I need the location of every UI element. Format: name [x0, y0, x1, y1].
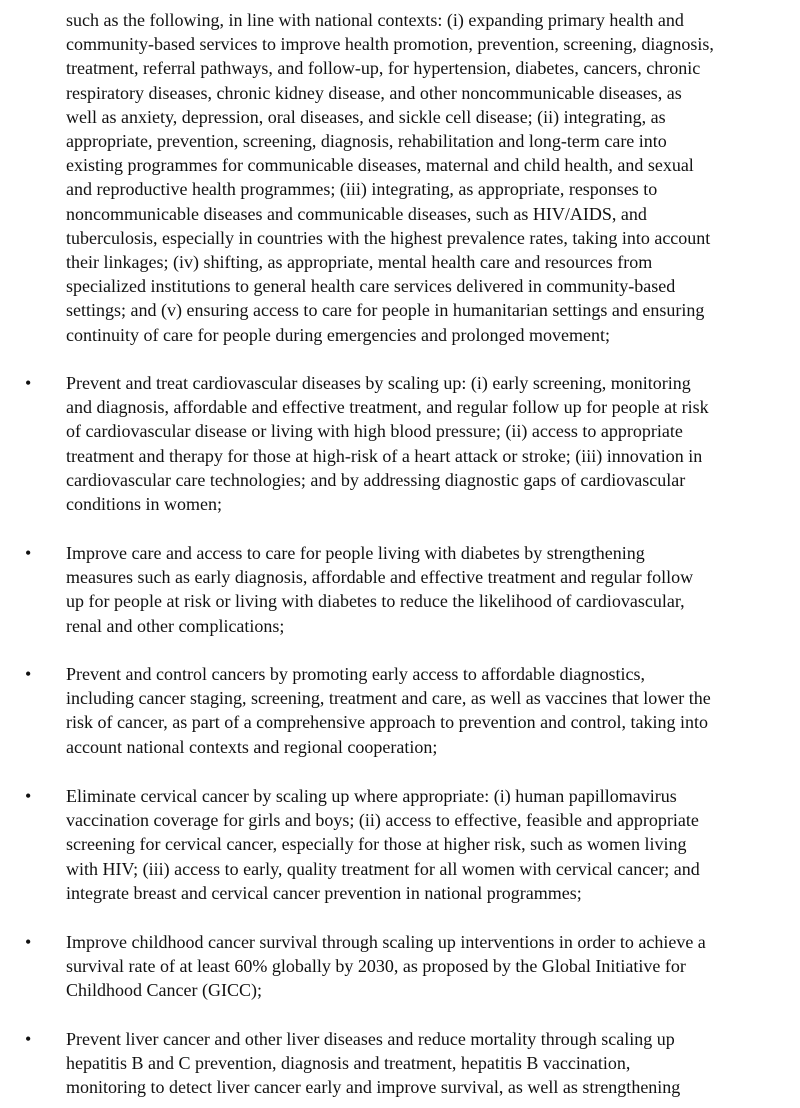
text-line: well as anxiety, depression, oral diseases, and sickle cell disease; (ii) integrating, as	[66, 106, 666, 127]
continuation-paragraph	[66, 8, 784, 347]
bullet-marker: •	[25, 543, 32, 563]
bullet-marker: •	[25, 786, 32, 806]
text-line: up for people at risk or living with diabetes to reduce the likelihood of cardiovascular,	[66, 591, 685, 612]
bullet-marker: •	[25, 1029, 32, 1049]
bullet-cervical-cancer	[66, 784, 784, 905]
text-line: Improve care and access to care for people living with diabetes by strengthening	[66, 543, 645, 563]
bullet-marker: •	[25, 373, 32, 393]
text-line: with HIV; (iii) access to early, quality treatment for all women with cervical cancer; and	[66, 858, 700, 879]
text-line: screening for cervical cancer, especially for those at higher risk, such as women living	[66, 834, 687, 855]
text-line: risk of cancer, as part of a comprehensive approach to prevention and control, taking into	[66, 712, 709, 733]
text-line: noncommunicable diseases and communicable diseases, such as HIV/AIDS, and	[66, 203, 647, 224]
text-line: conditions in women;	[66, 494, 222, 515]
text-line: renal and other complications;	[66, 615, 285, 636]
text-line: respiratory diseases, chronic kidney disease, and other noncommunicable diseases, as	[66, 82, 682, 103]
text-line: and reproductive health programmes; (iii) integrating, as appropriate, responses to	[66, 179, 658, 200]
text-line: Improve childhood cancer survival through scaling up interventions in order to achieve a	[66, 932, 706, 952]
text-line: of cardiovascular disease or living with high blood pressure; (ii) access to appropriate	[66, 421, 683, 442]
bullet-childhood-cancer	[66, 930, 784, 1003]
bullet-marker: •	[25, 664, 32, 684]
text-line: such as the following, in line with national contexts: (i) expanding primary health and	[66, 10, 684, 30]
text-line: Prevent and control cancers by promoting early access to affordable diagnostics,	[66, 664, 645, 684]
text-line: continuity of care for people during emergencies and prolonged movement;	[66, 324, 610, 345]
text-line: existing programmes for communicable diseases, maternal and child health, and sexual	[66, 155, 694, 176]
text-line: monitoring to detect liver cancer early and improve survival, as well as strengthening	[66, 1077, 681, 1098]
text-line: Childhood Cancer (GICC);	[66, 980, 262, 1001]
text-line: and diagnosis, affordable and effective treatment, and regular follow up for people at risk	[66, 397, 709, 418]
text-line: settings; and (v) ensuring access to care for people in humanitarian settings and ensuring	[66, 300, 705, 321]
text-line: integrate breast and cervical cancer prevention in national programmes;	[66, 882, 582, 903]
text-line: tuberculosis, especially in countries with the highest prevalence rates, taking into account	[66, 227, 711, 248]
bullet-diabetes	[66, 541, 784, 638]
text-line: survival rate of at least 60% globally by 2030, as proposed by the Global Initiative for	[66, 956, 686, 977]
text-line: their linkages; (iv) shifting, as appropriate, mental health care and resources from	[66, 252, 653, 273]
text-line: including cancer staging, screening, treatment and care, as well as vaccines that lower the	[66, 688, 711, 709]
bullet-cardiovascular	[66, 371, 784, 516]
bullet-marker: •	[25, 932, 32, 952]
text-line: Prevent and treat cardiovascular diseases by scaling up: (i) early screening, monitoring	[66, 373, 691, 393]
text-line: vaccination coverage for girls and boys; (ii) access to effective, feasible and appropriate	[66, 810, 699, 831]
text-line: Prevent liver cancer and other liver diseases and reduce mortality through scaling up	[66, 1029, 675, 1049]
text-line: treatment, referral pathways, and follow-up, for hypertension, diabetes, cancers, chronic	[66, 58, 701, 79]
bullet-cancers	[66, 662, 784, 759]
text-line: appropriate, prevention, screening, diagnosis, rehabilitation and long-term care into	[66, 131, 667, 152]
text-line: treatment and therapy for those at high-risk of a heart attack or stroke; (iii) innovation in	[66, 445, 703, 466]
bullet-liver-cancer	[66, 1027, 784, 1100]
text-line: measures such as early diagnosis, affordable and effective treatment and regular follow	[66, 567, 694, 588]
text-line: specialized institutions to general health care services delivered in community-based	[66, 276, 676, 297]
text-line: account national contexts and regional cooperation;	[66, 736, 438, 757]
text-line: cardiovascular care technologies; and by addressing diagnostic gaps of cardiovascular	[66, 469, 686, 490]
text-line: Eliminate cervical cancer by scaling up where appropriate: (i) human papillomavirus	[66, 786, 677, 806]
text-line: hepatitis B and C prevention, diagnosis and treatment, hepatitis B vaccination,	[66, 1053, 631, 1074]
text-line: community-based services to improve health promotion, prevention, screening, diagnosis,	[66, 34, 714, 55]
